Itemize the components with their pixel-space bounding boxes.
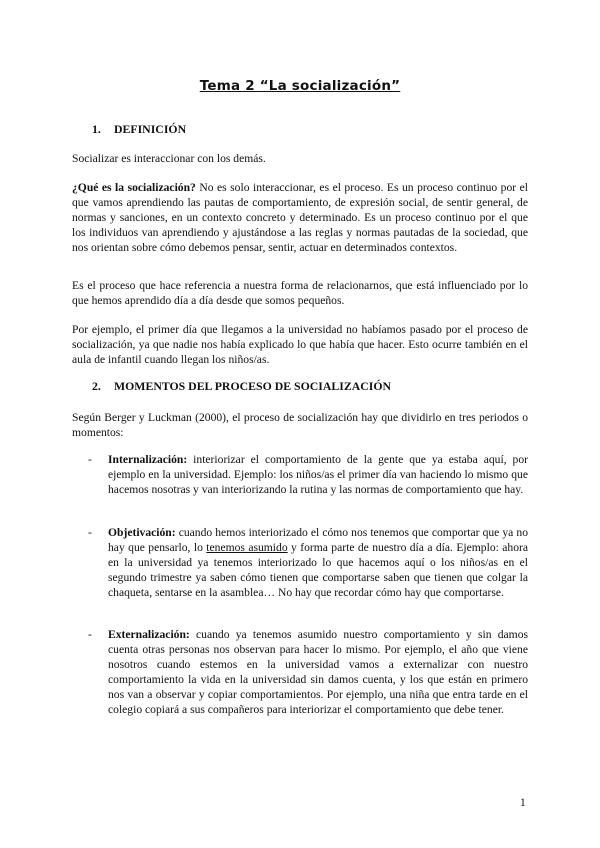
section-number: 1.: [92, 122, 101, 136]
item-text: cuando ya tenemos asumido nuestro comportamiento y sin damos cuenta otras personas nos observan para hacer lo mismo. Por ejemplo, el año que viene nosotros cuando estemos en la universidad vamos a externalizar con nuestro comportamiento la vida en la universidad sin damos cuenta, y los que están en primero nos van a observar y copiar comportamientos. Por ejemplo, una niña que entra tarde en el colegio copiará a sus compañeros para interiorizar el comportamiento que debe tener.: [108, 628, 528, 716]
item-label: Externalización:: [108, 628, 190, 641]
list-item-objetivacion: [108, 526, 528, 601]
paragraph-socializar: Socializar es interaccionar con los demás.: [72, 152, 266, 165]
question-text: No es solo interaccionar, es el proceso. Es un proceso continuo por el que vamos aprendiendo las pautas de comportamiento, de expresión social, de sentir general, de normas y sanciones, en un contexto concreto y determinado. Es un proceso continuo por el que los individuos van aprendiendo y ajustándose a las reglas y normas pautadas de la sociedad, que nos orientan sobre cómo debemos pensar, sentir, actuar en determinados contextos.: [72, 181, 529, 254]
list-bullet: -: [88, 453, 92, 466]
section-heading-text: DEFINICIÓN: [114, 122, 187, 136]
page-title: Tema 2 “La socialización”: [199, 78, 401, 94]
list-item-externalizacion: [108, 628, 528, 717]
paragraph-que-es: [72, 180, 528, 255]
item-text: interiorizar el comportamiento de la gente que ya estaba aquí, por ejemplo en la universidad. Ejemplo: los niños/as el primer día van haciendo lo mismo que hacemos nosotras y van interiorizando la rutina y las normas de comportamiento que hay.: [108, 453, 528, 496]
section-number: 2.: [92, 379, 101, 393]
section-heading-text: MOMENTOS DEL PROCESO DE SOCIALIZACIÓN: [114, 379, 392, 393]
paragraph-berger-luckman: Según Berger y Luckman (2000), el proceso de socialización hay que dividirlo en tres periodos o momentos:: [72, 411, 528, 439]
section-heading-definicion: [92, 122, 186, 137]
item-label: Objetivación:: [108, 526, 176, 539]
paragraph-relacionarnos: Es el proceso que hace referencia a nuestra forma de relacionarnos, que está influenciado por lo que hemos aprendido día a día desde que somos pequeños.: [72, 279, 528, 307]
item-label: Internalización:: [108, 453, 188, 466]
list-bullet: -: [88, 526, 92, 539]
question-label: ¿Qué es la socialización?: [72, 181, 196, 194]
paragraph-ejemplo: Por ejemplo, el primer día que llegamos a la universidad no habíamos pasado por el proceso de socialización, ya que nadie nos había explicado lo que había que hacer. Esto ocurre también en el aula de infantil cuando llegan los niños/as.: [72, 323, 528, 366]
item-text-b: y forma parte de nuestro día a día. Ejemplo: ahora en la universidad ya tenemos interiorizado lo que hacemos aquí o los niños/as en el segundo trimestre ya saben cómo tienen que comportarse saben que tienen que colgar la chaqueta, sentarse en la asamblea… No hay que recordar cómo hay que comportarse.: [108, 540, 528, 599]
item-text-a: cuando hemos interiorizado el cómo nos tenemos que comportar que ya no hay que pensarlo, lo: [108, 526, 528, 554]
section-heading-momentos: [92, 379, 391, 394]
page-number: 1: [520, 797, 526, 809]
list-item-internalizacion: [108, 453, 528, 498]
list-bullet: -: [88, 628, 92, 641]
item-underlined-text: tenemos asumido: [206, 540, 288, 554]
